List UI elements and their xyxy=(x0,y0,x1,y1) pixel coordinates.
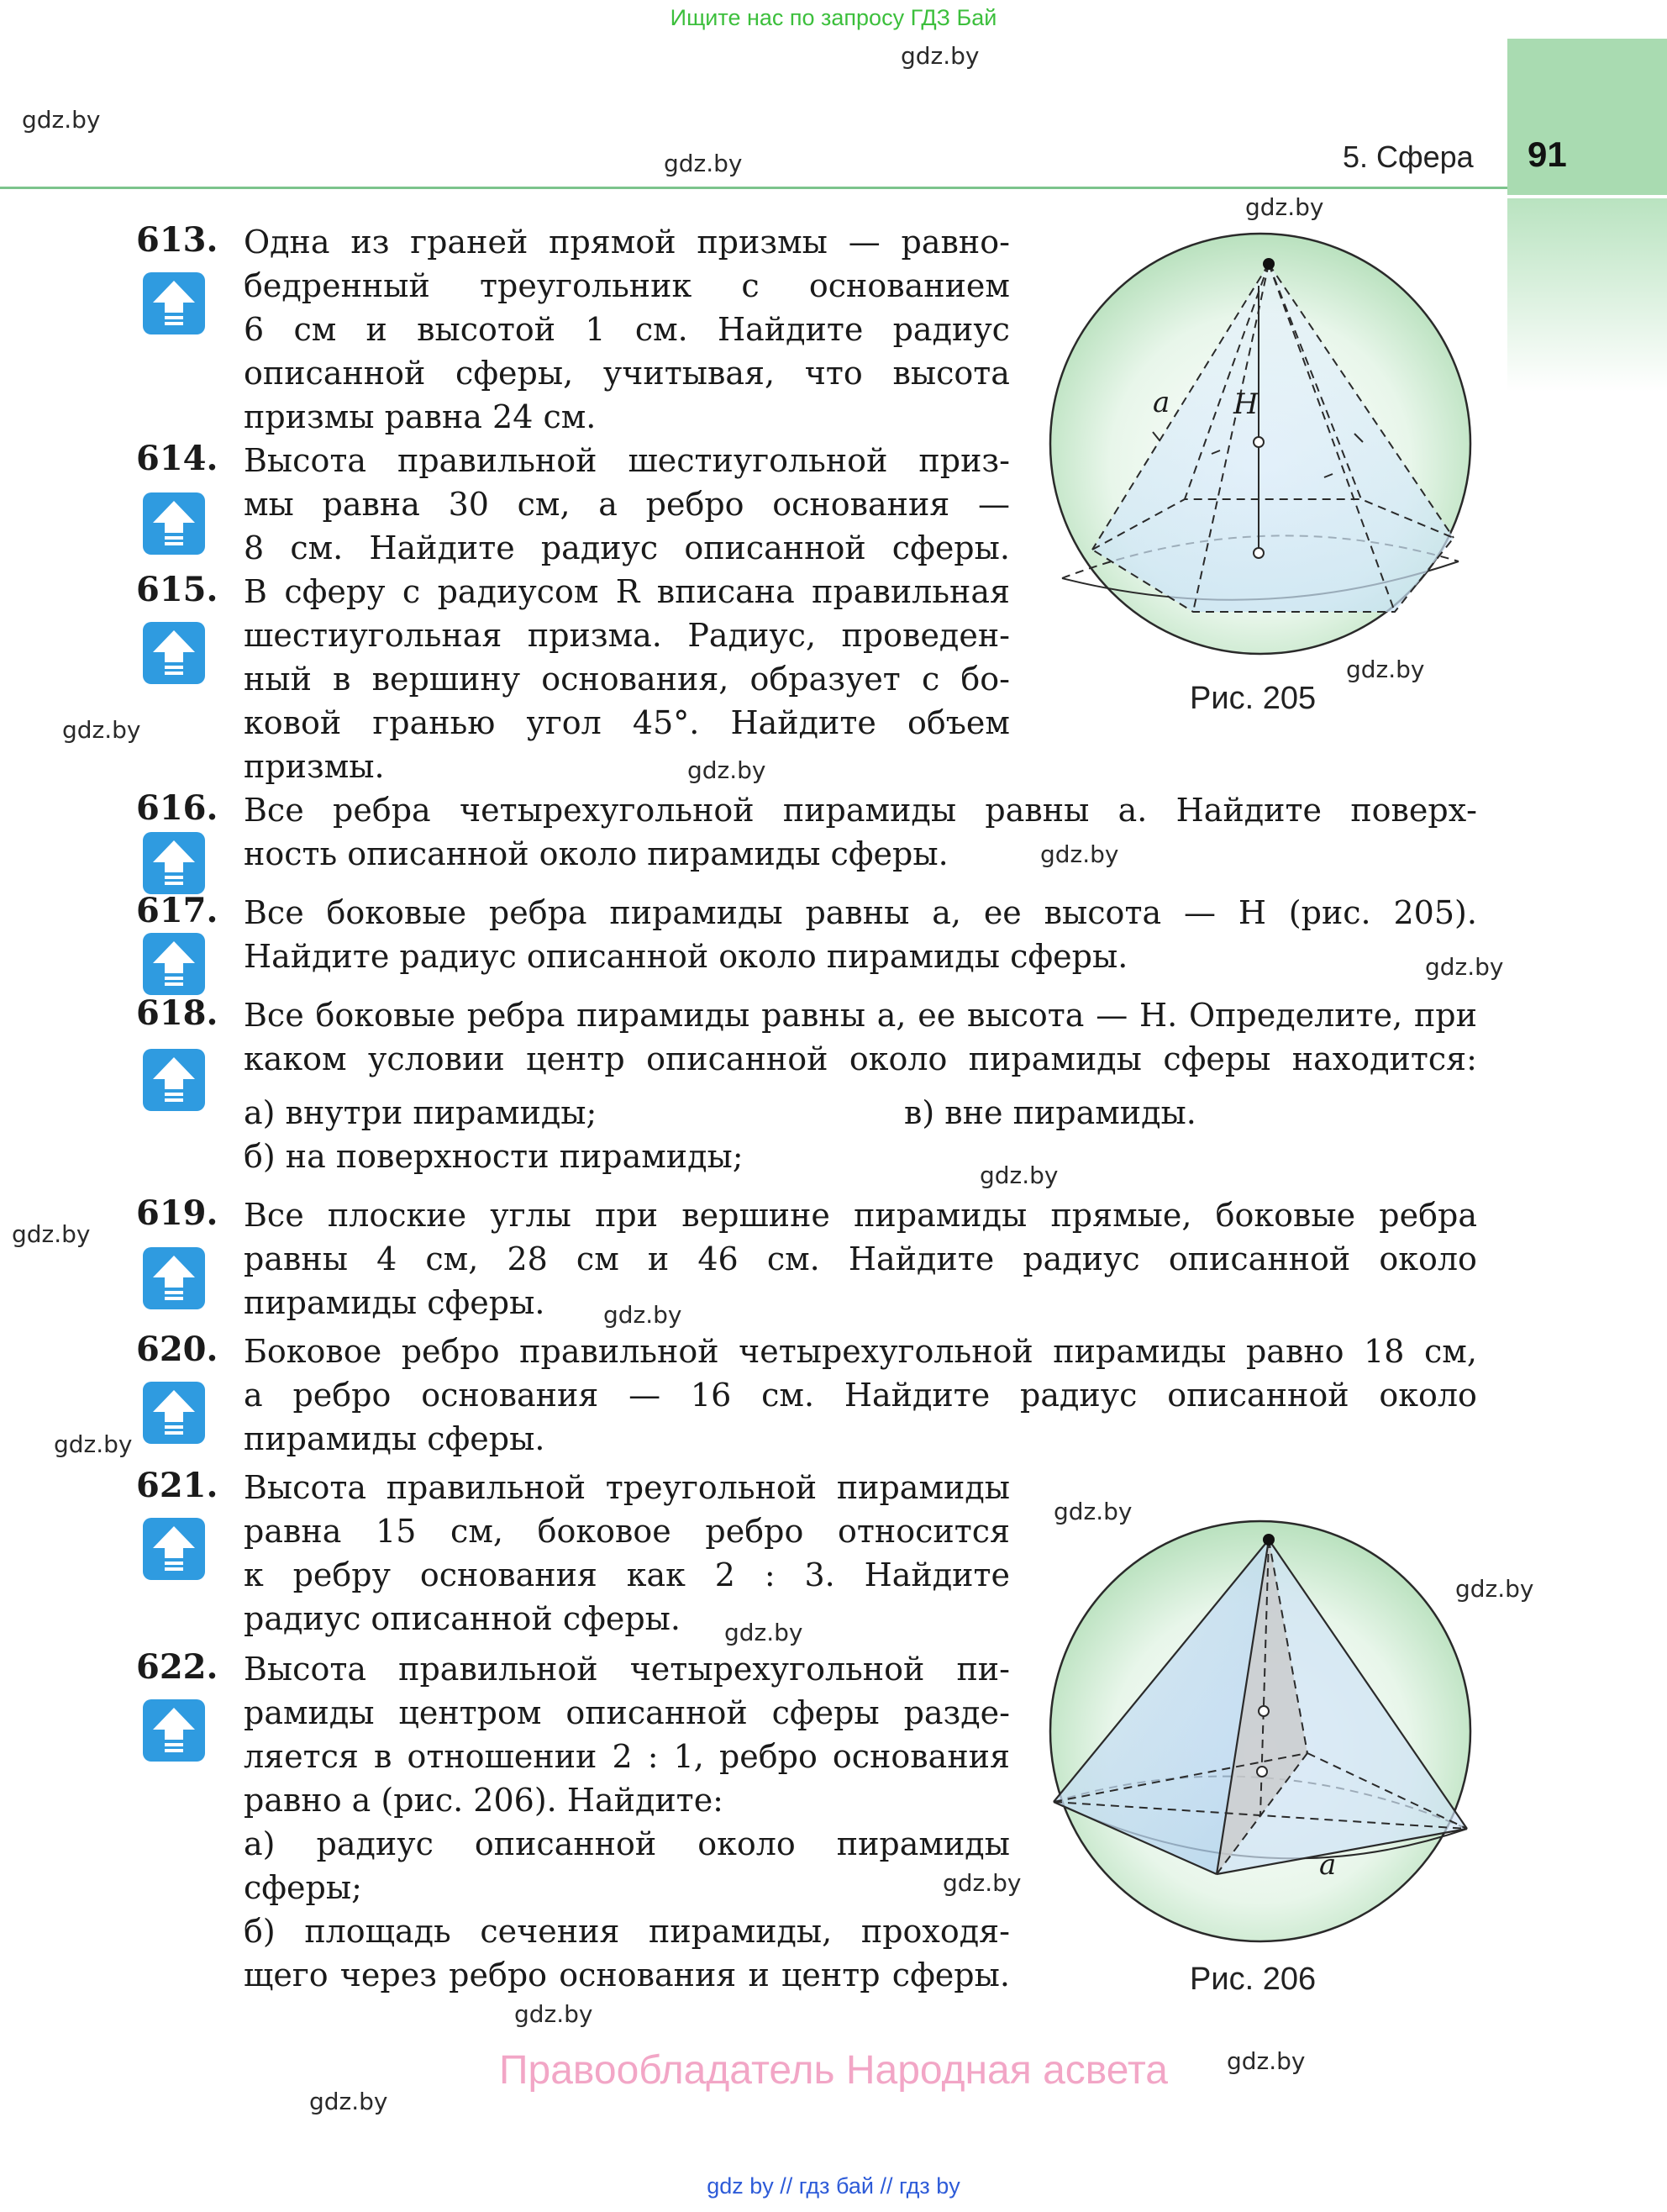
problem-number: 617. xyxy=(136,891,218,930)
footer-links[interactable]: gdz by // гдз бай // гдз by xyxy=(707,2173,960,2199)
watermark: gdz.by xyxy=(1455,1575,1534,1603)
arrow-up-icon[interactable] xyxy=(143,1049,205,1111)
header-rule xyxy=(0,187,1507,189)
problem-text-line: пирамиды сферы. xyxy=(244,1284,545,1321)
page-number: 91 xyxy=(1528,134,1567,174)
problem-text-line: Все плоские углы при вершине пирамиды прямые, боковые ребра xyxy=(244,1197,1477,1234)
problem-text-line: В сферу с радиусом R вписана правильная xyxy=(244,573,1010,610)
watermark: gdz.by xyxy=(603,1301,682,1329)
arrow-up-icon[interactable] xyxy=(143,1247,205,1309)
figure-205-caption: Рис. 205 xyxy=(1190,681,1317,716)
option-v: в) вне пирамиды. xyxy=(904,1094,1196,1131)
problem-text-line: Все ребра четырехугольной пирамиды равны a. Найдите поверх- xyxy=(244,792,1477,829)
arrow-up-icon[interactable] xyxy=(143,1699,205,1762)
section-title: 5. Сфера xyxy=(1343,140,1474,174)
watermark: gdz.by xyxy=(309,2088,388,2115)
problem-text-line: а) радиус описанной около пирамиды xyxy=(244,1825,1010,1862)
watermark: gdz.by xyxy=(724,1619,803,1646)
watermark: gdz.by xyxy=(687,756,766,784)
problem-text-line: Высота правильной четырехугольной пи- xyxy=(244,1651,1010,1688)
arrow-up-icon[interactable] xyxy=(143,832,205,894)
problem-text-line: Найдите радиус описанной около пирамиды сферы. xyxy=(244,938,1128,975)
option-b: б) на поверхности пирамиды; xyxy=(244,1138,744,1175)
problem-text-line: Высота правильной шестиугольной приз- xyxy=(244,442,1010,479)
copyright-holder: Правообладатель Народная асвета xyxy=(499,2048,1168,2093)
problem-text-line: 6 см и высотой 1 см. Найдите радиус xyxy=(244,311,1010,348)
problem-number: 619. xyxy=(136,1193,218,1233)
problem-text-line: Все боковые ребра пирамиды равны a, ее высота — H (рис. 205). xyxy=(244,894,1477,931)
label-a: a xyxy=(1319,1848,1337,1882)
label-a: a xyxy=(1153,386,1170,419)
problem-text-line: сферы; xyxy=(244,1869,362,1906)
watermark: gdz.by xyxy=(22,106,101,134)
problem-text-line: Одна из граней прямой призмы — равно- xyxy=(244,224,1010,261)
watermark: gdz.by xyxy=(1054,1498,1133,1525)
problem-number: 613. xyxy=(136,220,218,260)
problem-text-line: щего через ребро основания и центр сферы. xyxy=(244,1957,1010,1993)
watermark: gdz.by xyxy=(980,1161,1059,1189)
watermark: gdz.by xyxy=(901,42,980,70)
problem-text-line: призмы. xyxy=(244,748,385,785)
problem-number: 614. xyxy=(136,439,218,478)
problem-number: 621. xyxy=(136,1466,218,1505)
problem-text-line: равна 15 см, боковое ребро относится xyxy=(244,1513,1010,1550)
arrow-up-icon[interactable] xyxy=(143,1518,205,1580)
problem-number: 615. xyxy=(136,570,218,609)
problem-text-line: ляется в отношении 2 : 1, ребро основания xyxy=(244,1738,1010,1775)
problem-text-line: равны 4 см, 28 см и 46 см. Найдите радиус описанной около xyxy=(244,1240,1477,1277)
problem-text-line: рамиды центром описанной сферы разде- xyxy=(244,1694,1010,1731)
problem-number: 620. xyxy=(136,1330,218,1369)
watermark: gdz.by xyxy=(664,150,743,177)
problem-text-line: призмы равна 24 см. xyxy=(244,398,597,435)
watermark: gdz.by xyxy=(1346,656,1425,683)
watermark: gdz.by xyxy=(1425,953,1504,981)
arrow-up-icon[interactable] xyxy=(143,272,205,334)
watermark: gdz.by xyxy=(1227,2047,1306,2075)
watermark: gdz.by xyxy=(943,1869,1022,1897)
label-H: H xyxy=(1233,387,1259,421)
arrow-up-icon[interactable] xyxy=(143,1382,205,1444)
page-tab-fade xyxy=(1507,198,1667,392)
arrow-up-icon[interactable] xyxy=(143,492,205,555)
problem-text-line: каком условии центр описанной около пирамиды сферы находится: xyxy=(244,1040,1477,1077)
watermark: gdz.by xyxy=(1245,193,1324,221)
option-a: а) внутри пирамиды; xyxy=(244,1094,597,1131)
problem-text-line: ный в вершину основания, образует с бо- xyxy=(244,661,1010,698)
watermark: gdz.by xyxy=(62,716,141,744)
problem-text-line: мы равна 30 см, а ребро основания — xyxy=(244,486,1010,523)
figure-206 xyxy=(1042,1513,1479,1967)
problem-text-line: радиус описанной сферы. xyxy=(244,1600,681,1637)
problem-text-line: Все боковые ребра пирамиды равны a, ее высота — H. Определите, при xyxy=(244,997,1477,1034)
watermark: gdz.by xyxy=(54,1430,133,1458)
problem-text-line: Боковое ребро правильной четырехугольной пирамиды равно 18 см, xyxy=(244,1333,1477,1370)
problem-number: 616. xyxy=(136,788,218,828)
problem-text-line: пирамиды сферы. xyxy=(244,1420,545,1457)
problem-text-line: шестиугольная призма. Радиус, проведен- xyxy=(244,617,1010,654)
figure-205 xyxy=(1042,225,1479,679)
problem-text-line: описанной сферы, учитывая, что высота xyxy=(244,355,1010,392)
problem-text-line: к ребру основания как 2 : 3. Найдите xyxy=(244,1556,1010,1593)
problem-text-line: б) площадь сечения пирамиды, проходя- xyxy=(244,1913,1010,1950)
problem-number: 618. xyxy=(136,993,218,1033)
figure-206-caption: Рис. 206 xyxy=(1190,1962,1317,1997)
problem-number: 622. xyxy=(136,1647,218,1687)
watermark: gdz.by xyxy=(514,2000,593,2028)
problem-text-line: а ребро основания — 16 см. Найдите радиус описанной около xyxy=(244,1377,1477,1414)
top-banner[interactable]: Ищите нас по запросу ГДЗ Бай xyxy=(670,5,997,30)
watermark: gdz.by xyxy=(1040,840,1119,868)
watermark: gdz.by xyxy=(12,1220,91,1248)
problem-text-line: Высота правильной треугольной пирамиды xyxy=(244,1469,1010,1506)
problem-text-line: ковой гранью угол 45°. Найдите объем xyxy=(244,704,1010,741)
arrow-up-icon[interactable] xyxy=(143,933,205,995)
problem-text-line: бедренный треугольник с основанием xyxy=(244,267,1010,304)
problem-text-line: ность описанной около пирамиды сферы. xyxy=(244,835,949,872)
problem-text-line: равно a (рис. 206). Найдите: xyxy=(244,1782,723,1819)
arrow-up-icon[interactable] xyxy=(143,622,205,684)
problem-text-line: 8 см. Найдите радиус описанной сферы. xyxy=(244,529,1010,566)
